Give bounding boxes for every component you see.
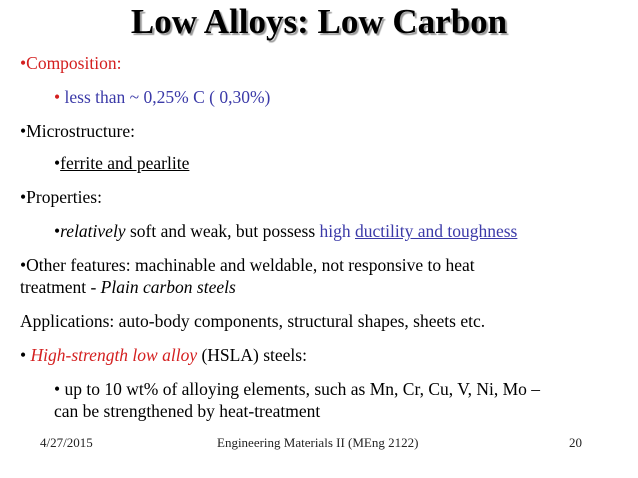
sub-bullet: •	[54, 153, 61, 173]
properties-link: ductility and toughness	[355, 221, 518, 241]
properties-text: soft and weak, but possess	[125, 221, 320, 241]
hsla-item	[20, 344, 307, 366]
properties-subitem	[54, 220, 517, 242]
other-features-text: treatment -	[20, 277, 101, 297]
footer-course: Engineering Materials II (MEng 2122)	[217, 435, 419, 450]
microstructure-subitem	[54, 152, 189, 174]
properties-italic: relatively	[60, 221, 126, 241]
properties-item	[20, 186, 102, 208]
composition-item	[20, 52, 121, 74]
sub-bullet: •	[54, 379, 61, 399]
composition-value: less than ~ 0,25% C ( 0,30%)	[64, 87, 271, 107]
hsla-text: (HSLA) steels:	[197, 345, 307, 365]
footer-page-number: 20	[569, 435, 582, 450]
sub-bullet: •	[54, 221, 61, 241]
other-features-line2	[20, 276, 236, 298]
properties-label: Properties:	[26, 187, 102, 207]
applications-line: Applications: auto-body components, structural shapes, sheets etc.	[20, 311, 486, 331]
properties-high: high	[319, 221, 351, 241]
bullet: •	[20, 255, 27, 275]
bullet: •	[20, 187, 27, 207]
microstructure-item	[20, 120, 135, 142]
slide-title: Low Alloys: Low Carbon	[130, 2, 508, 41]
hsla-sub-text1: up to 10 wt% of alloying elements, such as Mn, Cr, Cu, V, Ni, Mo –	[64, 379, 541, 399]
hsla-italic: High-strength low alloy	[30, 345, 198, 365]
bullet: •	[20, 121, 27, 141]
plain-carbon-steels: Plain carbon steels	[100, 277, 236, 297]
bullet: •	[20, 53, 27, 73]
microstructure-label: Microstructure:	[26, 121, 135, 141]
hsla-subitem-line1	[54, 378, 540, 400]
composition-label: Composition:	[26, 53, 122, 73]
composition-subitem	[54, 86, 270, 108]
hsla-subitem-line2: can be strengthened by heat-treatment	[54, 401, 321, 421]
bullet: •	[20, 345, 27, 365]
other-features-line1: Other features: machinable and weldable, not responsive to heat	[26, 255, 475, 275]
footer-date: 4/27/2015	[40, 435, 93, 450]
other-features-item	[20, 254, 475, 276]
sub-bullet: •	[54, 87, 61, 107]
microstructure-value: ferrite and pearlite	[60, 153, 190, 173]
